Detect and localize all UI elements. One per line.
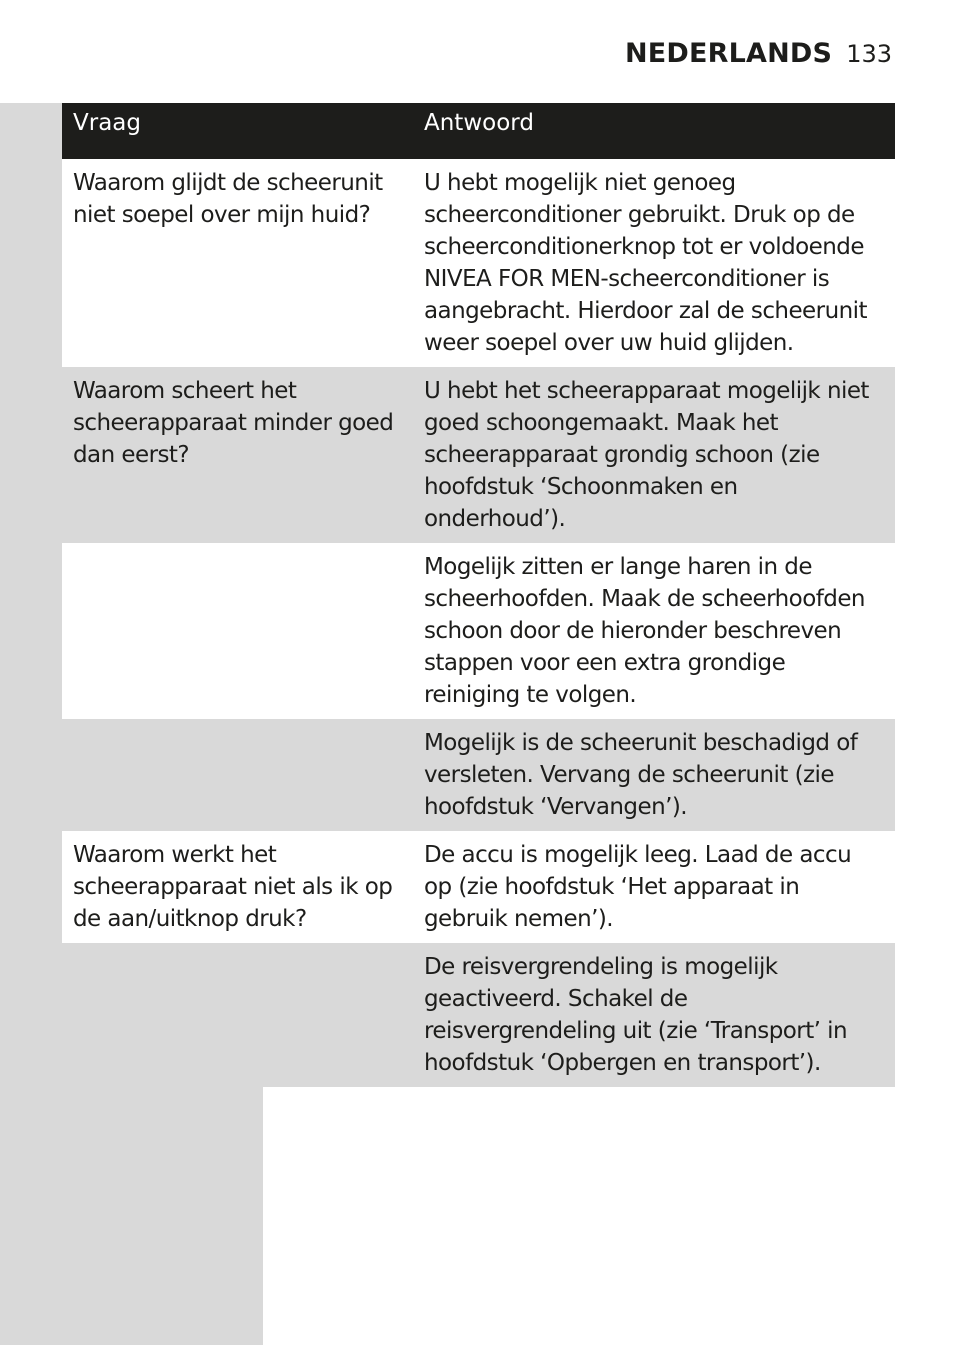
- table-row: [62, 159, 895, 367]
- table-header-row: [62, 103, 895, 159]
- answer-cell: U hebt mogelijk niet genoeg scheerconditioner gebruikt. Druk op de scheerconditionerknop tot er voldoende NIVEA FOR MEN-scheerconditioner is aangebracht. Hierdoor zal de scheerunit weer soepel over uw huid glijden.: [424, 170, 867, 356]
- table-row: [62, 943, 895, 1087]
- answer-cell: Mogelijk is de scheerunit beschadigd of versleten. Vervang de scheerunit (zie hoofdstuk ‘Vervangen’).: [413, 719, 895, 831]
- column-header-question: Vraag: [62, 103, 413, 159]
- table-row: [62, 367, 895, 543]
- answer-cell: De accu is mogelijk leeg. Laad de accu op (zie hoofdstuk ‘Het apparaat in gebruik nemen’).: [424, 842, 852, 932]
- question-cell: Waarom glijdt de scheerunit niet soepel over mijn huid?: [73, 170, 383, 228]
- table-row: [62, 831, 895, 943]
- left-margin-band: [0, 103, 62, 1088]
- page-number: 133: [846, 40, 892, 68]
- bottom-left-band: [0, 1087, 263, 1345]
- answer-cell: U hebt het scheerapparaat mogelijk niet goed schoongemaakt. Maak het scheerapparaat grondig schoon (zie hoofdstuk ‘Schoonmaken en onderhoud’).: [413, 367, 895, 543]
- question-cell: [62, 543, 413, 719]
- table-row: [62, 543, 895, 719]
- column-header-answer: Antwoord: [413, 103, 895, 159]
- answer-cell: Mogelijk zitten er lange haren in de scheerhoofden. Maak de scheerhoofden schoon door de hieronder beschreven stappen voor een extra grondige reiniging te volgen.: [424, 554, 865, 708]
- question-cell: [62, 943, 413, 1087]
- question-cell: Waarom scheert het scheerapparaat minder goed dan eerst?: [62, 367, 413, 543]
- page-header: [625, 38, 892, 72]
- table-row: [62, 719, 895, 831]
- troubleshooting-table: [62, 103, 895, 1087]
- question-cell: [62, 719, 413, 831]
- section-language-title: NEDERLANDS: [624, 38, 833, 69]
- answer-cell: De reisvergrendeling is mogelijk geactiveerd. Schakel de reisvergrendeling uit (zie ‘Transport’ in hoofdstuk ‘Opbergen en transport’).: [413, 943, 895, 1087]
- question-cell: Waarom werkt het scheerapparaat niet als ik op de aan/uitknop druk?: [73, 842, 393, 932]
